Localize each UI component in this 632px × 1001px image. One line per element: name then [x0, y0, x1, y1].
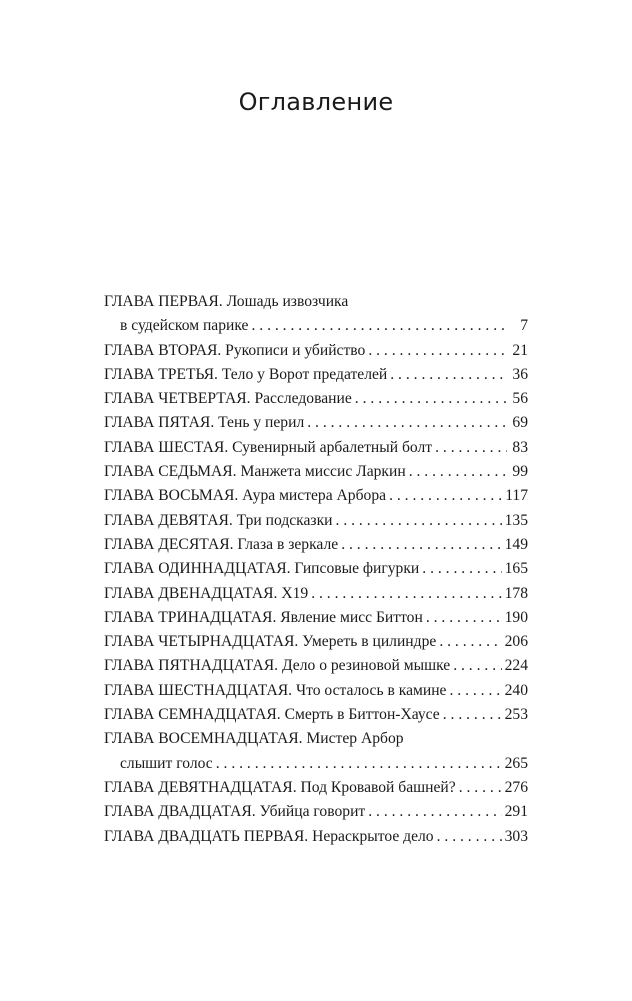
toc-entry	[104, 557, 528, 581]
toc-entry-line	[104, 727, 528, 751]
toc-entry-title: ГЛАВА ДВАДЦАТЬ ПЕРВАЯ. Нераскрытое дело	[104, 827, 434, 845]
toc-entry-page-number: 149	[504, 535, 528, 553]
toc-entry-line	[104, 825, 528, 849]
toc-entry	[104, 703, 528, 727]
dot-leader	[435, 436, 507, 460]
dot-leader	[216, 752, 502, 776]
page-title: Оглавление	[238, 88, 394, 116]
toc-entry-title: ГЛАВА ДЕСЯТАЯ. Глаза в зеркале	[104, 535, 339, 553]
toc-entry-title: ГЛАВА ДЕВЯТНАДЦАТАЯ. Под Кровавой башней?	[104, 778, 456, 796]
dot-leader	[459, 776, 502, 800]
toc-entry-page-number: 117	[505, 487, 528, 505]
dot-leader	[449, 679, 501, 703]
toc-entry	[104, 460, 528, 484]
toc-entry-line	[104, 703, 528, 727]
toc-entry-line	[104, 509, 528, 533]
toc-entry-page-number: 253	[504, 706, 528, 724]
dot-leader	[453, 654, 501, 678]
toc-entry	[104, 509, 528, 533]
toc-entry-line	[104, 290, 528, 314]
toc-entry	[104, 290, 528, 339]
toc-entry	[104, 582, 528, 606]
dot-leader	[368, 339, 507, 363]
toc-entry-continuation	[104, 314, 528, 338]
dot-leader	[251, 314, 507, 338]
dot-leader	[390, 363, 507, 387]
toc-entry-line	[104, 533, 528, 557]
toc-entry-title: ГЛАВА ТРЕТЬЯ. Тело у Ворот предателей	[104, 365, 388, 383]
toc-entry-continuation	[104, 752, 528, 776]
dot-leader	[311, 582, 501, 606]
table-of-contents	[104, 290, 528, 849]
toc-entry-title: ГЛАВА ДЕВЯТАЯ. Три подсказки	[104, 511, 333, 529]
toc-entry-title: ГЛАВА ШЕСТНАДЦАТАЯ. Что осталось в камине	[104, 681, 447, 699]
toc-entry-title: ГЛАВА ЧЕТВЕРТАЯ. Расследование	[104, 390, 352, 408]
toc-entry	[104, 533, 528, 557]
toc-entry	[104, 800, 528, 824]
toc-entry-line	[104, 387, 528, 411]
toc-entry-line	[104, 339, 528, 363]
dot-leader	[437, 825, 502, 849]
toc-entry-page-number: 190	[504, 608, 528, 626]
toc-entry-page-number: 99	[512, 463, 528, 481]
toc-entry-line	[104, 484, 528, 508]
toc-entry-page-number: 165	[504, 560, 528, 578]
toc-entry-page-number: 276	[504, 778, 528, 796]
toc-entry-title: ГЛАВА ДВЕНАДЦАТАЯ. X19	[104, 584, 309, 602]
dot-leader	[443, 703, 502, 727]
toc-entry	[104, 339, 528, 363]
toc-entry	[104, 436, 528, 460]
toc-entry-title: ГЛАВА ПЯТАЯ. Тень у перил	[104, 414, 305, 432]
toc-entry-page-number: 135	[504, 511, 528, 529]
toc-entry-line	[104, 776, 528, 800]
toc-entry-title: ГЛАВА СЕДЬМАЯ. Манжета миссис Ларкин	[104, 463, 406, 481]
toc-entry-title: в судейском парике	[120, 317, 249, 335]
dot-leader	[426, 606, 502, 630]
dot-leader	[389, 484, 502, 508]
toc-entry-title: ГЛАВА ЧЕТЫРНАДЦАТАЯ. Умереть в цилиндре	[104, 633, 437, 651]
toc-entry-line	[104, 654, 528, 678]
toc-entry-page-number: 178	[504, 584, 528, 602]
toc-entry	[104, 727, 528, 776]
toc-entry-title: ГЛАВА ДВАДЦАТАЯ. Убийца говорит	[104, 803, 366, 821]
toc-entry-title: ГЛАВА ПЯТНАДЦАТАЯ. Дело о резиновой мышке	[104, 657, 451, 675]
toc-entry-page-number: 36	[512, 365, 528, 383]
dot-leader	[336, 509, 502, 533]
toc-entry-title: ГЛАВА ВТОРАЯ. Рукописи и убийство	[104, 341, 366, 359]
toc-entry-page-number: 291	[504, 803, 528, 821]
toc-entry-title: ГЛАВА СЕМНАДЦАТАЯ. Смерть в Биттон-Хаусе	[104, 706, 440, 724]
toc-entry	[104, 484, 528, 508]
toc-entry-line	[104, 582, 528, 606]
dot-leader	[368, 800, 501, 824]
toc-entry-line	[104, 679, 528, 703]
toc-entry-line	[104, 557, 528, 581]
toc-entry-title: ГЛАВА ШЕСТАЯ. Сувенирный арбалетный болт	[104, 438, 433, 456]
dot-leader	[307, 411, 507, 435]
toc-entry-page-number: 56	[512, 390, 528, 408]
toc-entry-page-number: 224	[504, 657, 528, 675]
toc-entry-title: ГЛАВА ТРИНАДЦАТАЯ. Явление мисс Биттон	[104, 608, 423, 626]
toc-entry-title: ГЛАВА ПЕРВАЯ. Лошадь извозчика	[104, 293, 349, 310]
dot-leader	[422, 557, 501, 581]
toc-entry-page-number: 83	[512, 438, 528, 456]
toc-entry-page-number: 7	[520, 317, 528, 335]
toc-entry-line	[104, 363, 528, 387]
toc-entry-line	[104, 460, 528, 484]
toc-entry-line	[104, 800, 528, 824]
toc-entry	[104, 363, 528, 387]
toc-entry	[104, 825, 528, 849]
toc-entry	[104, 654, 528, 678]
toc-entry-line	[104, 411, 528, 435]
toc-entry	[104, 630, 528, 654]
toc-entry-line	[104, 630, 528, 654]
dot-leader	[355, 387, 507, 411]
toc-entry	[104, 606, 528, 630]
dot-leader	[409, 460, 507, 484]
toc-entry-title: ГЛАВА ВОСЕМНАДЦАТАЯ. Мистер Арбор	[104, 730, 404, 748]
toc-entry-title: ГЛАВА ОДИННАДЦАТАЯ. Гипсовые фигурки	[104, 560, 420, 578]
toc-entry-page-number: 265	[504, 754, 528, 772]
dot-leader	[341, 533, 501, 557]
toc-entry	[104, 387, 528, 411]
toc-entry-page-number: 240	[504, 681, 528, 699]
dot-leader	[439, 630, 501, 654]
toc-entry-page-number: 21	[512, 341, 528, 359]
toc-entry-title: слышит голос	[120, 754, 213, 772]
toc-entry-line	[104, 436, 528, 460]
toc-entry-page-number: 69	[512, 414, 528, 432]
toc-entry	[104, 776, 528, 800]
toc-entry-line	[104, 606, 528, 630]
toc-entry-page-number: 303	[504, 827, 528, 845]
toc-entry-title: ГЛАВА ВОСЬМАЯ. Аура мистера Арбора	[104, 487, 387, 505]
toc-entry	[104, 411, 528, 435]
toc-entry	[104, 679, 528, 703]
toc-entry-page-number: 206	[504, 633, 528, 651]
